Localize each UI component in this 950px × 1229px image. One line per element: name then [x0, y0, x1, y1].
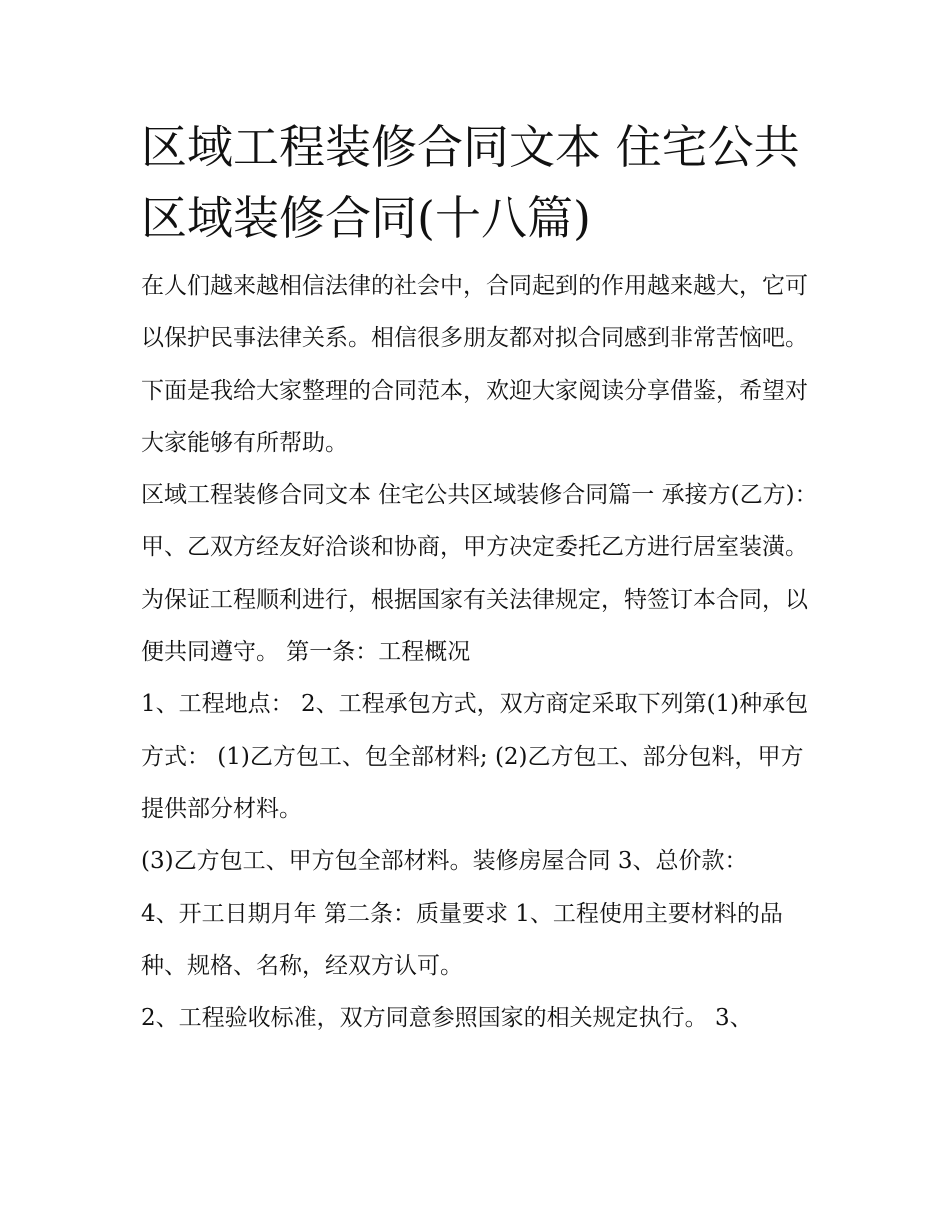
section-heading-paragraph: 区域工程装修合同文本 住宅公共区域装修合同篇一 承接方(乙方)： [141, 482, 818, 509]
clause-paragraph: (3)乙方包工、甲方包全部材料。装修房屋合同 3、总价款： [141, 848, 748, 875]
intro-paragraph: 在人们越来越相信法律的社会中，合同起到的作用越来越大，它可以保护民事法律关系。相信很多朋友都对拟合同感到非常苦恼吧。下面是我给大家整理的合同范本，欢迎大家阅读分享借鉴，希望对大家能够有所帮助。 [141, 273, 808, 456]
document-page [141, 112, 821, 1044]
document-title: 区域工程装修合同文本 住宅公共区域装修合同(十八篇) [141, 120, 800, 245]
clause-paragraph: 2、工程验收标准，双方同意参照国家的相关规定执行。 3、 [141, 1005, 753, 1032]
document-body [141, 260, 821, 1044]
agreement-paragraph: 甲、乙双方经友好洽谈和协商，甲方决定委托乙方进行居室装潢。为保证工程顺利进行，根据国家有关法律规定，特签订本合同，以便共同遵守。 第一条：工程概况 [141, 534, 808, 666]
clause-paragraph: 4、开工日期月年 第二条：质量要求 1、工程使用主要材料的品种、规格、名称，经双方认可。 [141, 900, 783, 979]
clause-paragraph: 1、工程地点： 2、工程承包方式，双方商定采取下列第(1)种承包方式： (1)乙方包工、包全部材料; (2)乙方包工、部分包料，甲方提供部分材料。 [141, 691, 809, 822]
